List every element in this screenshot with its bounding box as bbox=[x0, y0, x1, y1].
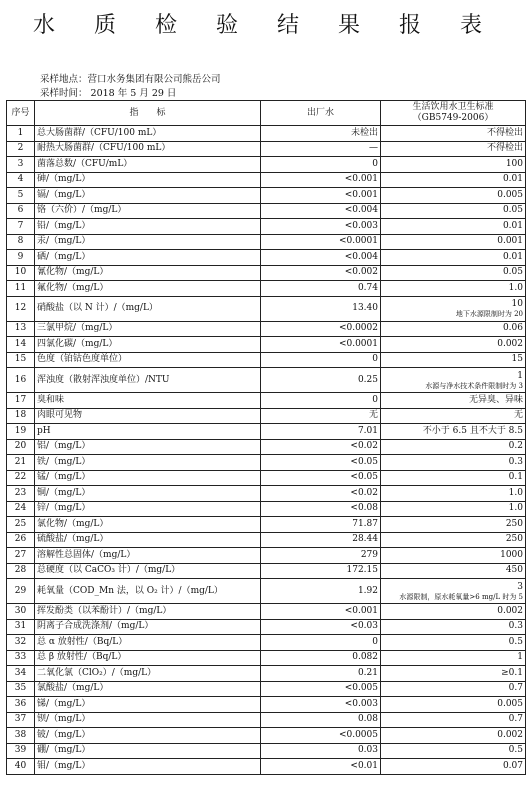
row-standard-limit: 1 bbox=[517, 370, 523, 381]
row-factory-value: 279 bbox=[261, 548, 381, 564]
table-row bbox=[7, 219, 526, 235]
row-factory-value: <0.005 bbox=[261, 681, 381, 697]
row-standard bbox=[381, 563, 526, 579]
row-factory-value: 0.21 bbox=[261, 666, 381, 682]
row-standard-note: 地下水源限制时为 20 bbox=[455, 310, 523, 318]
row-standard-limit: 1.0 bbox=[508, 282, 523, 293]
report-title: 水 质 检 验 结 果 报 表 bbox=[33, 13, 498, 38]
row-factory-value: <0.0001 bbox=[261, 234, 381, 250]
table-row bbox=[7, 157, 526, 173]
row-number: 16 bbox=[7, 368, 35, 393]
row-standard-limit: 不得检出 bbox=[486, 127, 523, 138]
row-number: 7 bbox=[7, 219, 35, 235]
row-standard-limit: 0.5 bbox=[508, 745, 523, 756]
row-standard-limit: 0.07 bbox=[502, 760, 523, 771]
table-row bbox=[7, 759, 526, 775]
row-factory-value: 0 bbox=[261, 393, 381, 409]
row-standard bbox=[381, 579, 526, 604]
row-item: 总 β 放射性/（Bq/L） bbox=[35, 650, 261, 666]
row-number: 15 bbox=[7, 352, 35, 368]
row-standard-limit: 0.3 bbox=[508, 456, 523, 467]
row-item: 铝/（mg/L） bbox=[35, 439, 261, 455]
row-item: 硼/（mg/L） bbox=[35, 743, 261, 759]
row-number: 38 bbox=[7, 728, 35, 744]
row-item: 氟化物/（mg/L） bbox=[35, 281, 261, 297]
row-number: 40 bbox=[7, 759, 35, 775]
row-number: 28 bbox=[7, 563, 35, 579]
row-factory-value: <0.001 bbox=[261, 604, 381, 620]
row-item: 阴离子合成洗涤剂/（mg/L） bbox=[35, 619, 261, 635]
row-standard-limit: 不小于 6.5 且不大于 8.5 bbox=[422, 425, 523, 436]
row-number: 9 bbox=[7, 250, 35, 266]
table-row bbox=[7, 126, 526, 142]
row-standard-limit: 250 bbox=[505, 518, 523, 529]
row-standard bbox=[381, 321, 526, 337]
row-standard-limit: 0.005 bbox=[497, 698, 523, 709]
row-factory-value: 0 bbox=[261, 157, 381, 173]
row-item: 锌/（mg/L） bbox=[35, 501, 261, 517]
table-row bbox=[7, 352, 526, 368]
row-factory-value: <0.004 bbox=[261, 250, 381, 266]
row-number: 36 bbox=[7, 697, 35, 713]
row-standard bbox=[381, 486, 526, 502]
sampling-location: 采样地点：营口水务集团有限公司熊岳公司 bbox=[40, 74, 221, 85]
row-standard-note: 水源与净水技术条件限制时为 3 bbox=[425, 381, 523, 390]
row-standard bbox=[381, 712, 526, 728]
row-item: 菌落总数/（CFU/mL） bbox=[35, 157, 261, 173]
table-row bbox=[7, 439, 526, 455]
row-standard-limit: 1 bbox=[517, 652, 523, 663]
row-factory-value: <0.08 bbox=[261, 501, 381, 517]
row-item: 总 α 放射性/（Bq/L） bbox=[35, 635, 261, 651]
row-item: 肉眼可见物 bbox=[35, 408, 261, 424]
table-row bbox=[7, 532, 526, 548]
row-standard-limit: 0.05 bbox=[502, 267, 523, 278]
row-number: 4 bbox=[7, 172, 35, 188]
row-standard bbox=[381, 234, 526, 250]
row-number: 2 bbox=[7, 141, 35, 157]
row-standard bbox=[381, 408, 526, 424]
row-item: 臭和味 bbox=[35, 393, 261, 409]
table-row bbox=[7, 666, 526, 682]
row-standard-limit: 0.7 bbox=[508, 683, 523, 694]
row-factory-value: <0.001 bbox=[261, 172, 381, 188]
row-item: 铜/（mg/L） bbox=[35, 486, 261, 502]
row-item: 浑浊度（散射浑浊度单位）/NTU bbox=[35, 368, 261, 393]
row-standard bbox=[381, 172, 526, 188]
row-item: 总大肠菌群/（CFU/100 mL） bbox=[35, 126, 261, 142]
row-factory-value: 28.44 bbox=[261, 532, 381, 548]
row-factory-value: 0.08 bbox=[261, 712, 381, 728]
row-standard bbox=[381, 548, 526, 564]
row-number: 23 bbox=[7, 486, 35, 502]
row-factory-value: <0.003 bbox=[261, 697, 381, 713]
row-factory-value: <0.003 bbox=[261, 219, 381, 235]
header-standard bbox=[381, 101, 526, 126]
row-standard bbox=[381, 157, 526, 173]
row-standard bbox=[381, 743, 526, 759]
row-standard-limit: 0.1 bbox=[508, 472, 523, 483]
row-number: 30 bbox=[7, 604, 35, 620]
table-row bbox=[7, 281, 526, 297]
row-item: 硫酸盐/（mg/L） bbox=[35, 532, 261, 548]
row-item: 锑/（mg/L） bbox=[35, 697, 261, 713]
row-standard bbox=[381, 681, 526, 697]
results-table bbox=[6, 100, 526, 775]
table-row bbox=[7, 188, 526, 204]
header-item: 指 标 bbox=[35, 101, 261, 126]
row-standard bbox=[381, 219, 526, 235]
table-row bbox=[7, 203, 526, 219]
row-standard-limit: 0.7 bbox=[508, 714, 523, 725]
row-number: 34 bbox=[7, 666, 35, 682]
table-row bbox=[7, 424, 526, 440]
row-number: 17 bbox=[7, 393, 35, 409]
table-row bbox=[7, 172, 526, 188]
row-standard-limit: 450 bbox=[505, 565, 523, 576]
row-standard-limit: 0.3 bbox=[508, 621, 523, 632]
row-standard bbox=[381, 296, 526, 321]
row-standard bbox=[381, 697, 526, 713]
row-factory-value: 1.92 bbox=[261, 579, 381, 604]
row-standard-limit: 不得检出 bbox=[486, 143, 523, 154]
row-factory-value: <0.05 bbox=[261, 455, 381, 471]
row-standard bbox=[381, 352, 526, 368]
row-standard bbox=[381, 126, 526, 142]
row-standard bbox=[381, 439, 526, 455]
table-row bbox=[7, 141, 526, 157]
row-item: 铍/（mg/L） bbox=[35, 728, 261, 744]
row-standard-note: 水源限制，原水耗氧量>6 mg/L 时为 5 bbox=[399, 592, 523, 601]
row-standard bbox=[381, 250, 526, 266]
row-standard bbox=[381, 517, 526, 533]
table-row bbox=[7, 563, 526, 579]
row-standard-limit: 无异臭、异味 bbox=[468, 394, 523, 405]
row-number: 25 bbox=[7, 517, 35, 533]
table-row bbox=[7, 650, 526, 666]
table-row bbox=[7, 265, 526, 281]
row-standard-limit: 0.005 bbox=[497, 189, 523, 200]
row-factory-value: 0 bbox=[261, 635, 381, 651]
table-row bbox=[7, 470, 526, 486]
row-item: 镉/（mg/L） bbox=[35, 188, 261, 204]
row-item: 耗氧量（COD_Mn 法，以 O₂ 计）/（mg/L） bbox=[35, 579, 261, 604]
header-standard-name: 生活饮用水卫生标准 bbox=[412, 102, 494, 112]
row-number: 1 bbox=[7, 126, 35, 142]
row-standard-limit: 10 bbox=[511, 299, 523, 309]
table-row bbox=[7, 486, 526, 502]
row-standard bbox=[381, 619, 526, 635]
row-number: 5 bbox=[7, 188, 35, 204]
row-number: 39 bbox=[7, 743, 35, 759]
row-standard bbox=[381, 337, 526, 353]
row-item: 钼/（mg/L） bbox=[35, 759, 261, 775]
row-item: 汞/（mg/L） bbox=[35, 234, 261, 250]
row-standard-limit: 0.01 bbox=[502, 251, 523, 262]
table-row bbox=[7, 517, 526, 533]
row-item: 三氯甲烷/（mg/L） bbox=[35, 321, 261, 337]
row-item: 铁/（mg/L） bbox=[35, 455, 261, 471]
table-row bbox=[7, 393, 526, 409]
table-row bbox=[7, 681, 526, 697]
row-standard bbox=[381, 650, 526, 666]
table-row bbox=[7, 337, 526, 353]
row-factory-value: 71.87 bbox=[261, 517, 381, 533]
row-item: 挥发酚类（以苯酚计）/（mg/L） bbox=[35, 604, 261, 620]
row-standard-limit: 0.01 bbox=[502, 220, 523, 231]
row-number: 33 bbox=[7, 650, 35, 666]
row-standard bbox=[381, 455, 526, 471]
row-number: 35 bbox=[7, 681, 35, 697]
table-row bbox=[7, 604, 526, 620]
row-item: 氯化物/（mg/L） bbox=[35, 517, 261, 533]
row-number: 31 bbox=[7, 619, 35, 635]
row-item: 铅/（mg/L） bbox=[35, 219, 261, 235]
row-item: 硝酸盐（以 N 计）/（mg/L） bbox=[35, 296, 261, 321]
row-number: 10 bbox=[7, 265, 35, 281]
row-number: 21 bbox=[7, 455, 35, 471]
row-standard-limit: 0.001 bbox=[497, 236, 523, 247]
table-row bbox=[7, 619, 526, 635]
row-number: 22 bbox=[7, 470, 35, 486]
row-item: 氰化物/（mg/L） bbox=[35, 265, 261, 281]
row-factory-value: 0.74 bbox=[261, 281, 381, 297]
header-factory-water: 出厂水 bbox=[261, 101, 381, 126]
table-row bbox=[7, 250, 526, 266]
row-standard-limit: 0.06 bbox=[502, 323, 523, 334]
row-standard bbox=[381, 759, 526, 775]
table-row bbox=[7, 501, 526, 517]
row-factory-value: 0.082 bbox=[261, 650, 381, 666]
row-standard bbox=[381, 393, 526, 409]
row-standard bbox=[381, 666, 526, 682]
row-number: 13 bbox=[7, 321, 35, 337]
row-standard-limit: 0.002 bbox=[497, 605, 523, 616]
row-standard-limit: 0.002 bbox=[497, 338, 523, 349]
sampling-time: 采样时间： 2018 年 5 月 29 日 bbox=[40, 88, 177, 99]
table-row bbox=[7, 697, 526, 713]
row-factory-value: <0.001 bbox=[261, 188, 381, 204]
row-standard-limit: ≥0.1 bbox=[501, 667, 523, 678]
row-standard bbox=[381, 424, 526, 440]
row-standard-limit: 无 bbox=[513, 410, 523, 421]
row-standard-limit: 1.0 bbox=[508, 503, 523, 514]
header-standard-code: （GB5749-2006） bbox=[412, 113, 494, 123]
table-row bbox=[7, 712, 526, 728]
table-row bbox=[7, 368, 526, 393]
row-standard bbox=[381, 532, 526, 548]
row-standard-limit: 250 bbox=[505, 534, 523, 545]
row-standard-limit: 0.05 bbox=[502, 205, 523, 216]
row-number: 8 bbox=[7, 234, 35, 250]
table-row bbox=[7, 234, 526, 250]
row-standard-limit: 0.002 bbox=[497, 729, 523, 740]
row-item: 钡/（mg/L） bbox=[35, 712, 261, 728]
row-factory-value: 0 bbox=[261, 352, 381, 368]
table-row bbox=[7, 635, 526, 651]
row-standard-limit: 0.5 bbox=[508, 636, 523, 647]
row-standard bbox=[381, 203, 526, 219]
table-row bbox=[7, 408, 526, 424]
row-factory-value: 172.15 bbox=[261, 563, 381, 579]
row-standard bbox=[381, 188, 526, 204]
row-standard-limit: 100 bbox=[505, 158, 523, 169]
row-factory-value: <0.002 bbox=[261, 265, 381, 281]
row-item: 四氯化碳/（mg/L） bbox=[35, 337, 261, 353]
row-item: 总硬度（以 CaCO₃ 计）/（mg/L） bbox=[35, 563, 261, 579]
row-item: 溶解性总固体/（mg/L） bbox=[35, 548, 261, 564]
row-number: 6 bbox=[7, 203, 35, 219]
row-item: 耐热大肠菌群/（CFU/100 mL） bbox=[35, 141, 261, 157]
row-factory-value: 无 bbox=[261, 408, 381, 424]
row-factory-value: <0.0001 bbox=[261, 337, 381, 353]
row-number: 3 bbox=[7, 157, 35, 173]
row-number: 37 bbox=[7, 712, 35, 728]
row-factory-value: <0.05 bbox=[261, 470, 381, 486]
row-item: 硒/（mg/L） bbox=[35, 250, 261, 266]
row-number: 32 bbox=[7, 635, 35, 651]
row-factory-value: 0.03 bbox=[261, 743, 381, 759]
row-number: 18 bbox=[7, 408, 35, 424]
row-item: 铬（六价）/（mg/L） bbox=[35, 203, 261, 219]
row-factory-value: <0.004 bbox=[261, 203, 381, 219]
table-row bbox=[7, 296, 526, 321]
table-row bbox=[7, 743, 526, 759]
row-factory-value: — bbox=[261, 141, 381, 157]
table-body bbox=[7, 126, 526, 775]
row-standard bbox=[381, 501, 526, 517]
table-row bbox=[7, 321, 526, 337]
row-standard-limit: 0.2 bbox=[508, 441, 523, 452]
row-number: 11 bbox=[7, 281, 35, 297]
table-row bbox=[7, 579, 526, 604]
row-standard bbox=[381, 141, 526, 157]
row-item: 色度（铂钴色度单位） bbox=[35, 352, 261, 368]
row-factory-value: 未检出 bbox=[261, 126, 381, 142]
row-standard bbox=[381, 368, 526, 393]
row-factory-value: 7.01 bbox=[261, 424, 381, 440]
row-standard bbox=[381, 470, 526, 486]
row-number: 20 bbox=[7, 439, 35, 455]
row-standard bbox=[381, 265, 526, 281]
row-standard bbox=[381, 635, 526, 651]
row-standard bbox=[381, 728, 526, 744]
row-standard-limit: 15 bbox=[511, 354, 523, 365]
header-no: 序号 bbox=[7, 101, 35, 126]
row-item: 氯酸盐/（mg/L） bbox=[35, 681, 261, 697]
row-factory-value: 0.25 bbox=[261, 368, 381, 393]
table-row bbox=[7, 548, 526, 564]
row-factory-value: <0.02 bbox=[261, 486, 381, 502]
table-row bbox=[7, 455, 526, 471]
row-number: 29 bbox=[7, 579, 35, 604]
row-item: 砷/（mg/L） bbox=[35, 172, 261, 188]
row-number: 14 bbox=[7, 337, 35, 353]
row-item: pH bbox=[35, 424, 261, 440]
table-row bbox=[7, 728, 526, 744]
row-factory-value: <0.01 bbox=[261, 759, 381, 775]
row-item: 锰/（mg/L） bbox=[35, 470, 261, 486]
row-factory-value: <0.03 bbox=[261, 619, 381, 635]
row-standard-limit: 0.01 bbox=[502, 174, 523, 185]
row-standard-limit: 1000 bbox=[500, 549, 523, 560]
row-factory-value: <0.0005 bbox=[261, 728, 381, 744]
row-number: 27 bbox=[7, 548, 35, 564]
row-standard-limit: 1.0 bbox=[508, 487, 523, 498]
row-number: 26 bbox=[7, 532, 35, 548]
row-factory-value: 13.40 bbox=[261, 296, 381, 321]
row-factory-value: <0.0002 bbox=[261, 321, 381, 337]
row-standard bbox=[381, 604, 526, 620]
row-number: 24 bbox=[7, 501, 35, 517]
row-number: 12 bbox=[7, 296, 35, 321]
table-header-row bbox=[7, 101, 526, 126]
row-factory-value: <0.02 bbox=[261, 439, 381, 455]
row-item: 二氧化氯（ClO₂）/（mg/L） bbox=[35, 666, 261, 682]
row-standard bbox=[381, 281, 526, 297]
row-number: 19 bbox=[7, 424, 35, 440]
row-standard-limit: 3 bbox=[517, 581, 523, 592]
